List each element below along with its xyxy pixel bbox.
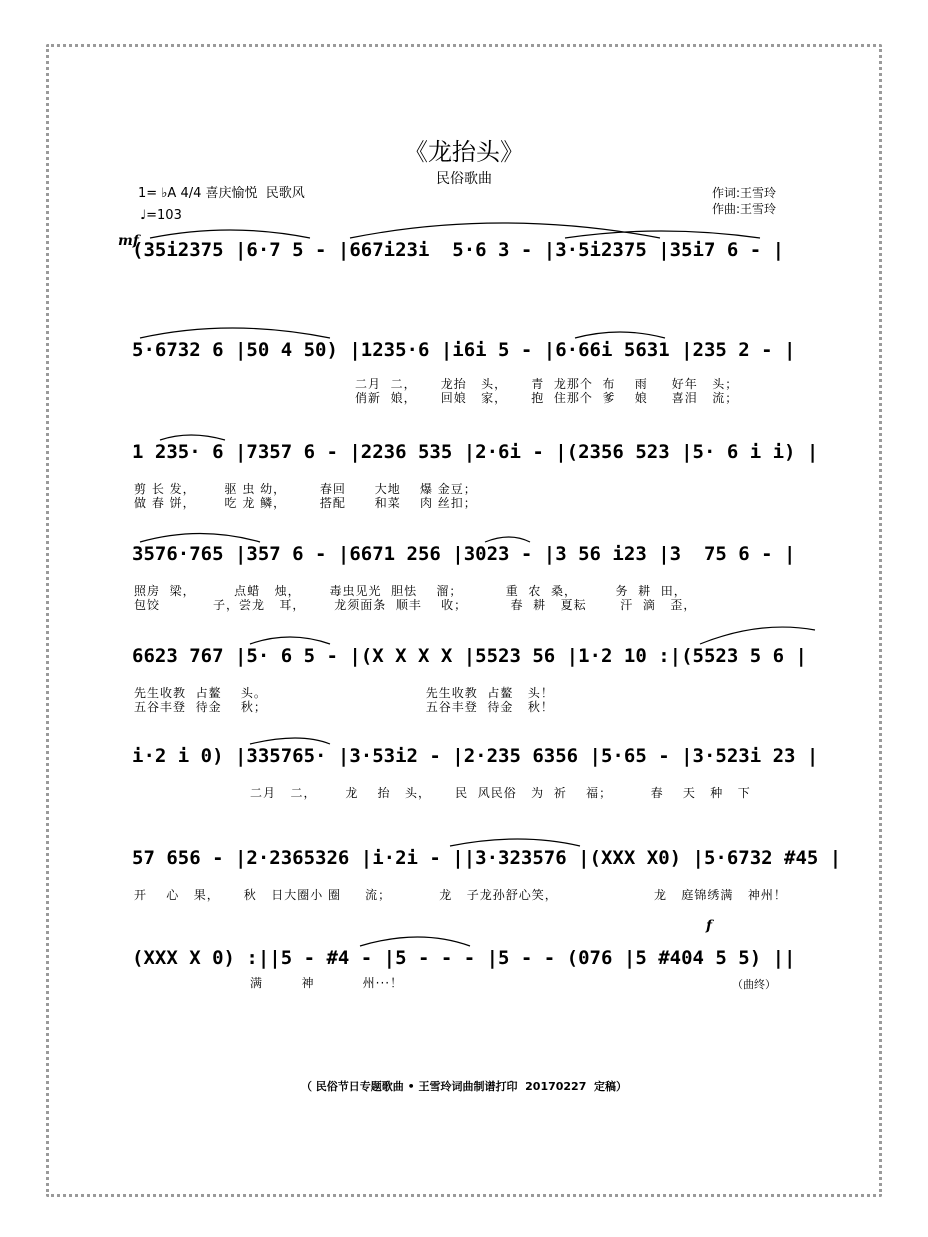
dynamic-f: f xyxy=(706,918,713,934)
lyric-line-2b: 俏新 娘， 回娘 家， 抱 住那个 爹 娘 喜泪 流； xyxy=(355,391,739,405)
notation-line-6: i·2 i 0) |335765· |3·53i2 - |2·235 6356 |5·65 - |3·523i 23 | xyxy=(132,745,819,767)
notation-line-7: 57 656 - |2·2365326 |i·2i - ||3·323576 |(XXX X0) |5·6732 #45 | xyxy=(132,847,842,869)
lyric-line-8a: 满 神 州···！ xyxy=(250,976,404,990)
lyric-line-6a: 二月 二， 龙 抬 头， 民 风民俗 为 祈 福； 春 天 种 下 xyxy=(250,786,751,800)
lyricist-credit: 作词:王雪玲 xyxy=(712,186,777,200)
composer-credit: 作曲:王雪玲 xyxy=(712,202,777,216)
notation-line-5: 6623 767 |5· 6 5 - |(X X X X |5523 56 |1·2 10 :|(5523 5 6 | xyxy=(132,645,807,667)
lyric-line-3a: 剪 长 发， 驱 虫 幼， 春回 大地 爆 金豆； xyxy=(134,482,477,496)
notation-line-4: 3576·765 |357 6 - |6671 256 |3023 - |3 56 i23 |3 75 6 - | xyxy=(132,543,796,565)
dynamic-mf: mf xyxy=(118,233,139,249)
key-signature: 1= ♭A 4/4 喜庆愉悦 民歌风 xyxy=(138,186,305,201)
lyric-line-3b: 做 春 饼， 吃 龙 鳞， 搭配 和菜 肉 丝扣； xyxy=(134,496,477,510)
notation-line-3: 1 235· 6 |7357 6 - |2236 535 |2·6i - |(2356 523 |5· 6 i i) | xyxy=(132,441,819,463)
ending-mark: （曲终） xyxy=(732,978,776,991)
footer-note: （ 民俗节日专题歌曲 • 王雪玲词曲制谱打印 20170227 定稿） xyxy=(300,1080,628,1093)
lyric-line-4a: 照房 梁， 点蜡 烛， 毒虫见光 胆怯 溜； 重 农 桑， 务 耕 田， xyxy=(134,584,687,598)
tempo-marking: ♩=103 xyxy=(140,208,182,223)
notation-line-8: (XXX X 0) :||5 - #4 - |5 - - - |5 - - (076 |5 #404 5 5) || xyxy=(132,947,796,969)
song-title: 《龙抬头》 xyxy=(404,138,524,166)
lyric-line-5b: 五谷丰登 待金 秋； 五谷丰登 待金 秋！ xyxy=(134,700,554,714)
lyric-line-4b: 包饺 子，尝龙 耳， 龙须面条 顺丰 收； 春 耕 夏耘 汗 滴 歪， xyxy=(134,598,697,612)
lyric-line-2a: 二月 二， 龙抬 头， 青 龙那个 布 雨 好年 头； xyxy=(355,377,739,391)
notation-line-2: 5·6732 6 |50 4 50) |1235·6 |i6i 5 - |6·66i 5631 |235 2 - | xyxy=(132,339,796,361)
lyric-line-5a: 先生收教 占鳌 头。 先生收教 占鳌 头！ xyxy=(134,686,554,700)
lyric-line-7a: 开 心 果， 秋 日大圈小 圈 流； 龙 子龙孙舒心笑， 龙 庭锦绣满 神州！ xyxy=(134,888,787,902)
notation-line-1: (35i2375 |6·7 5 - |667i23i 5·6 3 - |3·5i2375 |35i7 6 - | xyxy=(132,239,785,261)
song-subtitle: 民俗歌曲 xyxy=(436,171,492,187)
